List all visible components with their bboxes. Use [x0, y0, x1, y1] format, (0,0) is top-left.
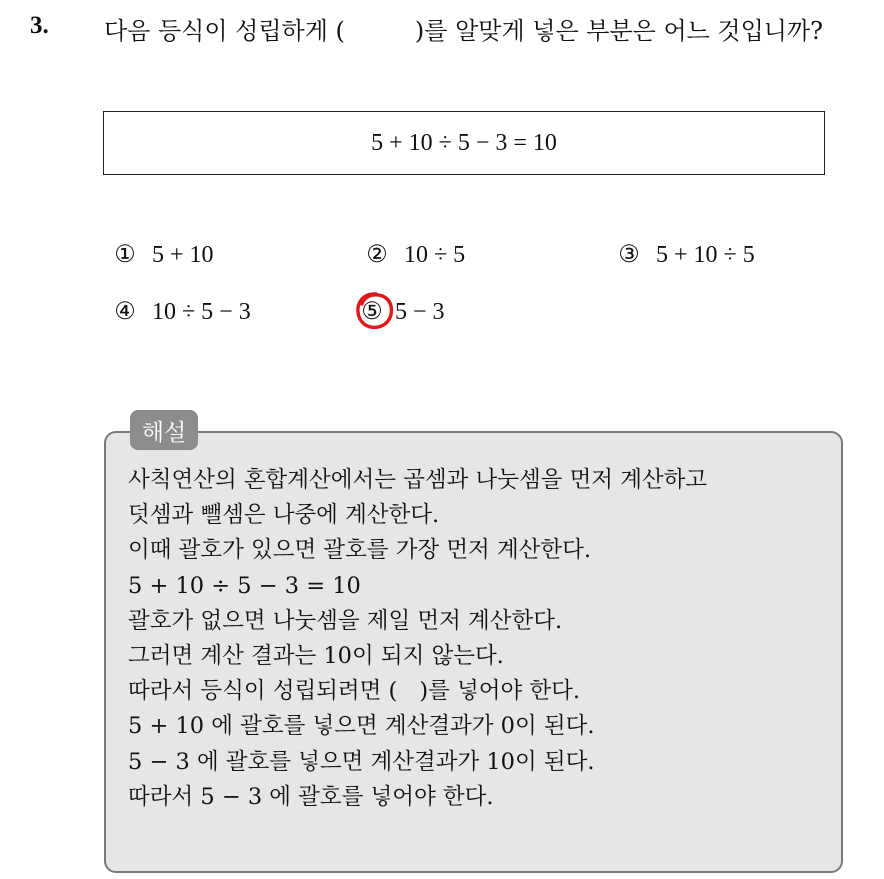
equation-box: [103, 111, 825, 175]
explanation-lines: [128, 463, 833, 815]
explanation-line: 5 + 10 ÷ 5 − 3 = 10: [128, 572, 361, 599]
equation-text: 5 + 10 ÷ 5 − 3 = 10: [371, 129, 557, 156]
explanation-tag: 해설: [130, 410, 198, 450]
explanation-line: 사칙연산의 혼합계산에서는 곱셈과 나눗셈을 먼저 계산하고: [128, 467, 708, 493]
choice-3-mark: ③: [618, 242, 640, 268]
question-number: 3.: [30, 12, 49, 39]
explanation-line: 덧셈과 뺄셈은 나중에 계산한다.: [128, 502, 440, 529]
choice-2-text: 10 ÷ 5: [404, 242, 466, 268]
explanation-box: [104, 431, 843, 873]
choice-5-mark: ⑤: [361, 299, 383, 325]
choice-2[interactable]: [362, 240, 465, 269]
choice-4[interactable]: [110, 297, 251, 326]
choice-2-mark: ②: [366, 242, 388, 268]
choice-5[interactable]: [357, 297, 445, 326]
choice-3-text: 5 + 10 ÷ 5: [656, 242, 755, 268]
choice-1[interactable]: [110, 240, 214, 269]
explanation-line: 그러면 계산 결과는 10이 되지 않는다.: [128, 643, 504, 670]
choice-4-mark: ④: [114, 299, 136, 325]
choice-4-text: 10 ÷ 5 − 3: [152, 299, 251, 325]
question-text-before: 다음 등식이 성립하게 (: [104, 17, 345, 45]
explanation-line: [128, 674, 833, 709]
explanation-line: 따라서 5 − 3 에 괄호를 넣어야 한다.: [128, 783, 494, 810]
question-text: [104, 12, 874, 50]
choice-5-text: 5 − 3: [395, 299, 445, 325]
question-text-after: )를 알맞게 넣은 부분은 어느 것입니까?: [414, 17, 824, 45]
choice-1-mark: ①: [114, 242, 136, 268]
explanation-line: 5 − 3 에 괄호를 넣으면 계산결과가 10이 된다.: [128, 748, 595, 775]
choice-3[interactable]: [614, 240, 755, 269]
explanation-line-7-tail: )를 넣어야 한다.: [419, 678, 580, 705]
explanation-line: 이때 괄호가 있으면 괄호를 가장 먼저 계산한다.: [128, 537, 592, 564]
choice-1-text: 5 + 10: [152, 242, 214, 268]
explanation-line-7-head: 따라서 등식이 성립되려면 (: [128, 678, 398, 705]
explanation-line: 5 + 10 에 괄호를 넣으면 계산결과가 0이 된다.: [128, 713, 595, 740]
explanation-line: 괄호가 없으면 나눗셈을 제일 먼저 계산한다.: [128, 607, 563, 634]
